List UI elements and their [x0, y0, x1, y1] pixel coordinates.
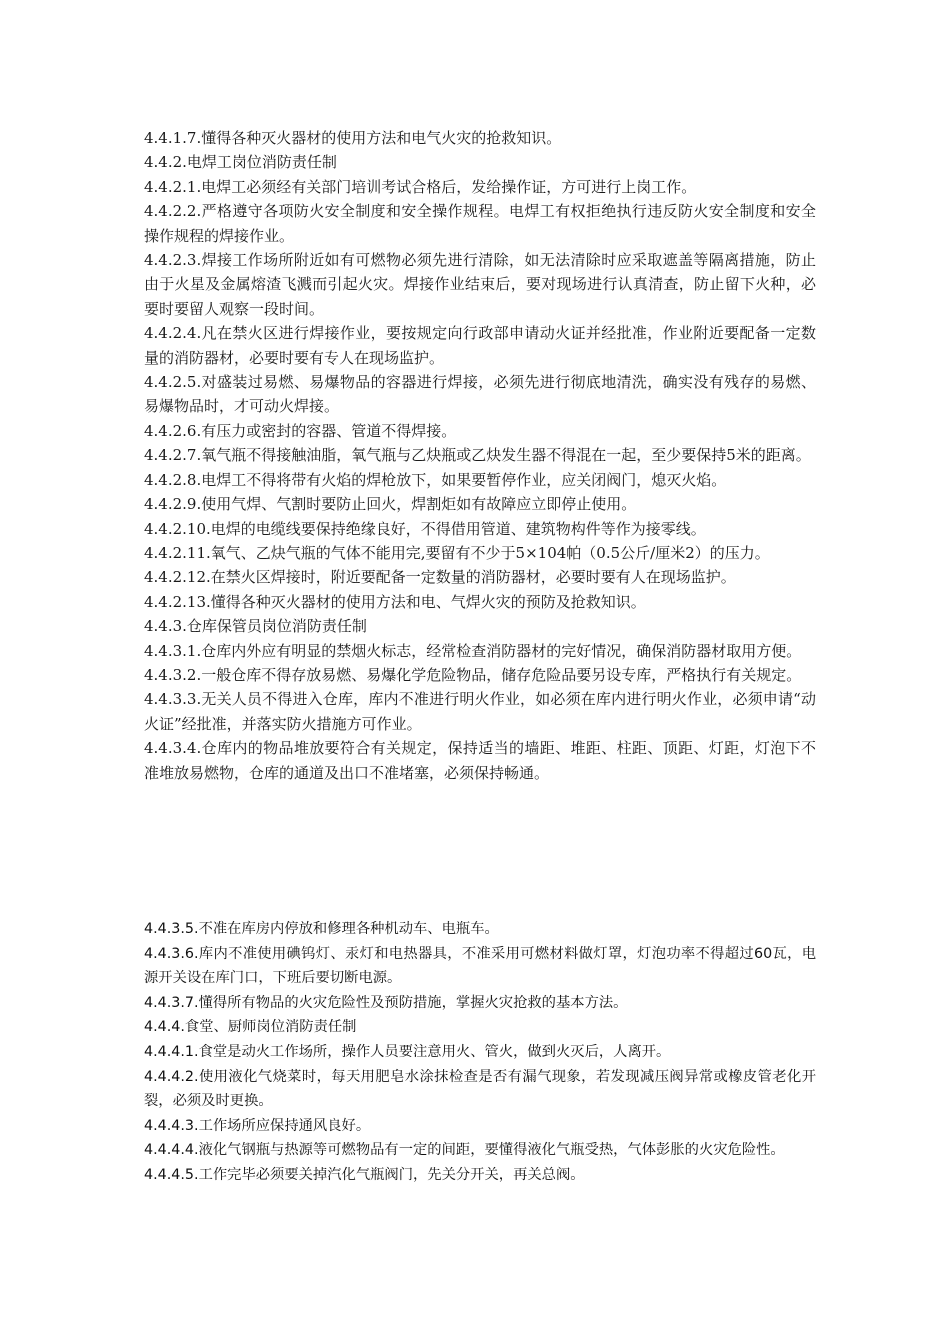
- clause-4-4-3-1: 4.4.3.1.仓库内外应有明显的禁烟火标志，经常检查消防器材的完好情况，确保消防器材取用方便。: [144, 641, 802, 660]
- clause-4-4-3-2: 4.4.3.2.一般仓库不得存放易燃、易爆化学危险物品，储存危险品要另设专库，严格执行有关规定。: [144, 665, 802, 684]
- clause-4-4-3-7: 4.4.3.7.懂得所有物品的火灾危险性及预防措施，掌握火灾抢救的基本方法。: [144, 994, 628, 1011]
- clause-4-4-4-1: 4.4.4.1.食堂是动火工作场所，操作人员要注意用火、管火，做到火灭后，人离开。: [144, 1043, 671, 1060]
- clause-4-4-2-13: 4.4.2.13.懂得各种灭火器材的使用方法和电、气焊火灾的预防及抢救知识。: [144, 592, 646, 611]
- clause-4-4-2-3: 4.4.2.3.焊接工作场所附近如有可燃物必须先进行清除，如无法清除时应采取遮盖等隔离措施，防止由于火星及金属熔渣飞溅而引起火灾。焊接作业结束后，要对现场进行认真清查，防止留下火种，必要时要留人观察一段时间。: [144, 251, 816, 318]
- clause-4-4-2-9: 4.4.2.9.使用气焊、气割时要防止回火，焊割炬如有故障应立即停止使用。: [144, 495, 637, 514]
- heading-4-4-3-warehouse-duty: 4.4.3.仓库保管员岗位消防责任制: [144, 617, 367, 636]
- clause-4-4-3-3: 4.4.3.3.无关人员不得进入仓库，库内不准进行明火作业，如必须在库内进行明火作业，必须申请“动火证”经批准，并落实防火措施方可作业。: [144, 690, 816, 733]
- clause-4-4-4-3: 4.4.4.3.工作场所应保持通风良好。: [144, 1117, 371, 1134]
- fire-duty-section-serif: [144, 126, 816, 785]
- clause-4-4-2-12: 4.4.2.12.在禁火区焊接时，附近要配备一定数量的消防器材，必要时要有人在现场监护。: [144, 568, 736, 587]
- clause-4-4-4-5: 4.4.4.5.工作完毕必须要关掉汽化气瓶阀门，先关分开关，再关总阀。: [144, 1166, 585, 1183]
- heading-4-4-4-canteen-duty: 4.4.4.食堂、厨师岗位消防责任制: [144, 1019, 357, 1036]
- clause-4-4-3-4: 4.4.3.4.仓库内的物品堆放要符合有关规定，保持适当的墙距、堆距、柱距、顶距、灯距，灯泡下不准堆放易燃物，仓库的通道及出口不准堵塞，必须保持畅通。: [144, 739, 816, 782]
- clause-4-4-2-5: 4.4.2.5.对盛装过易燃、易爆物品的容器进行焊接，必须先进行彻底地清洗，确实没有残存的易燃、易爆物品时，才可动火焊接。: [144, 373, 816, 416]
- clause-4-4-2-2: 4.4.2.2.严格遵守各项防火安全制度和安全操作规程。电焊工有权拒绝执行违反防火安全制度和安全操作规程的焊接作业。: [144, 202, 816, 245]
- clause-4-4-2-8: 4.4.2.8.电焊工不得将带有火焰的焊枪放下，如果要暂停作业，应关闭阀门，熄灭火焰。: [144, 470, 727, 489]
- clause-4-4-1-7: 4.4.1.7.懂得各种灭火器材的使用方法和电气火灾的抢救知识。: [144, 129, 562, 147]
- clause-4-4-2-6: 4.4.2.6.有压力或密封的容器、管道不得焊接。: [144, 421, 457, 440]
- clause-4-4-2-10: 4.4.2.10.电焊的电缆线要保持绝缘良好，不得借用管道、建筑物构件等作为接零线。: [144, 519, 706, 538]
- clause-4-4-4-2: 4.4.4.2.使用液化气烧菜时，每天用肥皂水涂抹检查是否有漏气现象，若发现减压阀异常或橡皮管老化开裂，必须及时更换。: [144, 1068, 816, 1110]
- clause-4-4-2-4: 4.4.2.4.凡在禁火区进行焊接作业，要按规定向行政部申请动火证并经批准，作业附近要配备一定数量的消防器材，必要时要有专人在现场监护。: [144, 324, 816, 367]
- clause-4-4-2-7: 4.4.2.7.氧气瓶不得接触油脂，氧气瓶与乙炔瓶或乙炔发生器不得混在一起，至少要保持5米的距离。: [144, 446, 811, 465]
- clause-4-4-3-6: 4.4.3.6.库内不准使用碘钨灯、汞灯和电热器具，不准采用可燃材料做灯罩，灯泡功率不得超过60瓦，电源开关设在库门口，下班后要切断电源。: [144, 945, 816, 987]
- clause-4-4-4-4: 4.4.4.4.液化气钢瓶与热源等可燃物品有一定的间距，要懂得液化气瓶受热，气体彭胀的火灾危险性。: [144, 1142, 785, 1159]
- fire-duty-section-sans: [144, 917, 816, 1188]
- clause-4-4-2-1: 4.4.2.1.电焊工必须经有关部门培训考试合格后，发给操作证，方可进行上岗工作。: [144, 177, 697, 196]
- heading-4-4-2-welder-duty: 4.4.2.电焊工岗位消防责任制: [144, 153, 337, 172]
- clause-4-4-3-5: 4.4.3.5.不准在库房内停放和修理各种机动车、电瓶车。: [144, 921, 499, 937]
- clause-4-4-2-11: 4.4.2.11.氧气、乙炔气瓶的气体不能用完,要留有不少于5×104帕（0.5公斤/厘米2）的压力。: [144, 543, 770, 562]
